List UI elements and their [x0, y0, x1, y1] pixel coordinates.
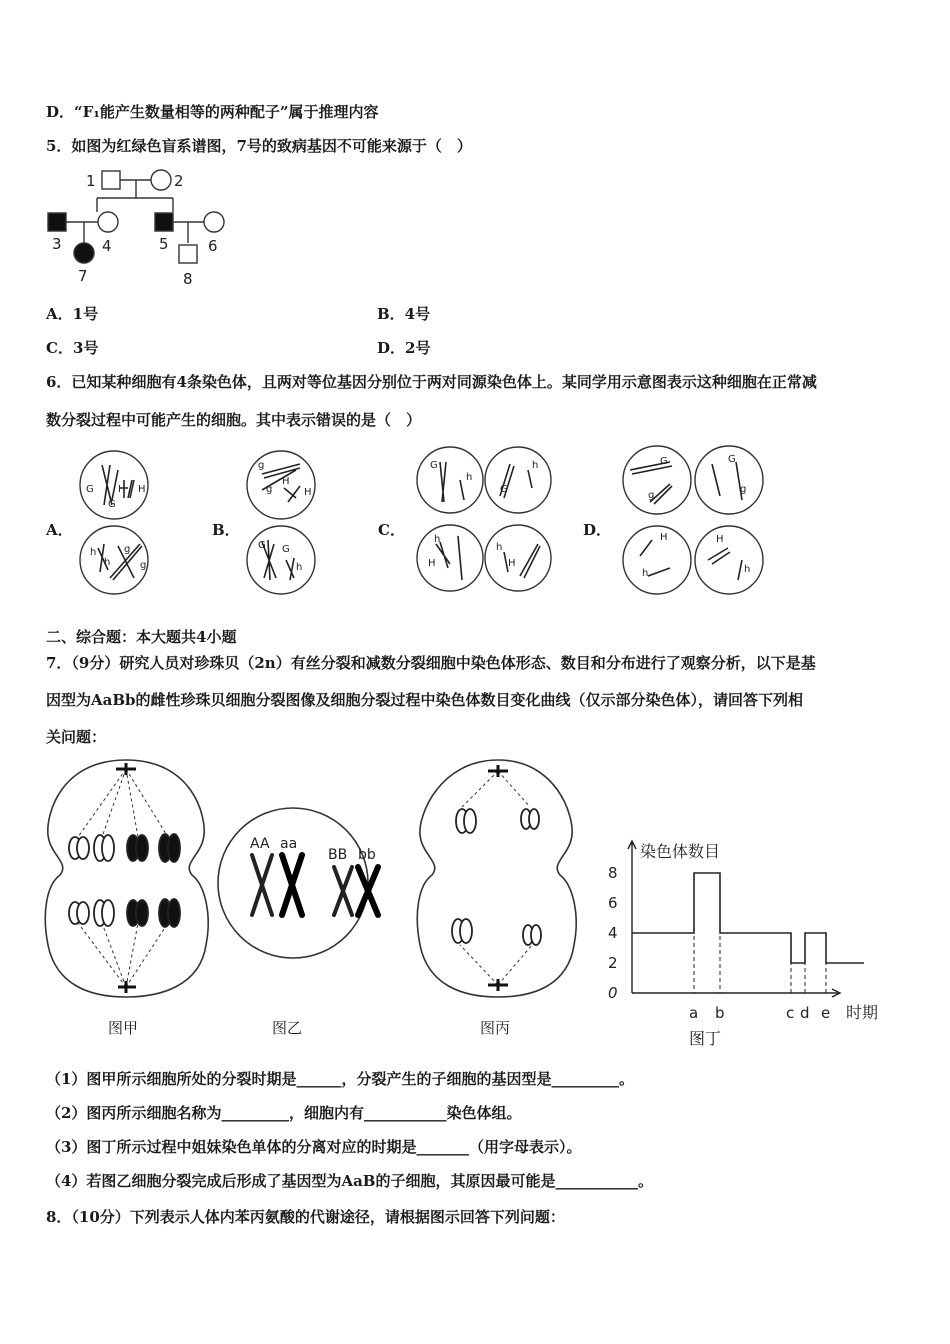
- q6-c2-gene-G: G: [500, 484, 508, 495]
- q6-d-cell-4: [695, 526, 763, 594]
- q6-option-a-label: A．: [46, 521, 73, 539]
- q6-d1-gene-g: g: [648, 490, 655, 501]
- q5-option-a: A．1号: [46, 305, 99, 323]
- fig-ding-chart: [600, 835, 900, 1055]
- q6-stem-line2: 数分裂过程中可能产生的细胞。其中表示错误的是（ ）: [46, 411, 422, 429]
- q6-option-c-label: C．: [378, 521, 405, 539]
- pedigree-male-3: [48, 213, 66, 231]
- q6-option-b-label: B．: [212, 521, 240, 539]
- q6-d3-gene-H: H: [660, 532, 668, 543]
- q6-c3-gene-h: h: [434, 534, 441, 545]
- pedigree-label-4: 4: [102, 237, 112, 255]
- q6-b1-gene-H2: H: [304, 487, 312, 498]
- chart-ytick-8: 8: [608, 864, 618, 882]
- q6-b1-gene-H: H: [282, 476, 290, 487]
- fig-bing-cell: [417, 760, 576, 997]
- pedigree-label-7: 7: [78, 267, 88, 285]
- q6-c-cell-1: [417, 447, 483, 513]
- pedigree-label-1: 1: [86, 172, 96, 190]
- q7-sub2: （2）图丙所示细胞名称为_________，细胞内有___________染色体组。: [46, 1104, 522, 1122]
- pedigree-label-6: 6: [208, 237, 218, 255]
- chart-ytick-6: 6: [608, 894, 618, 912]
- q6-d1-gene-G: G: [660, 456, 668, 467]
- q6-stem-line1: 6．已知某种细胞有4条染色体，且两对等位基因分别位于两对同源染色体上。某同学用示意图表示这种细胞在正常减: [46, 373, 817, 391]
- q6-d3-gene-h: h: [642, 568, 649, 579]
- fig-yi-label-bb: bb: [358, 847, 376, 863]
- chart-xtick-d: d: [800, 1004, 810, 1022]
- q6-b1-gene-g2: g: [266, 484, 273, 495]
- q6-d2-gene-G: G: [728, 454, 736, 465]
- q6-c1-gene-h: h: [466, 472, 473, 483]
- pedigree-label-3: 3: [52, 235, 62, 253]
- q6-b-cell-2: [247, 526, 315, 594]
- q6-c-cell-3: [417, 525, 483, 591]
- fig-yi-label-aa: aa: [280, 836, 298, 852]
- pedigree-label-8: 8: [183, 270, 193, 288]
- pedigree-male-1: [102, 171, 120, 189]
- q6-c-cell-2: [485, 447, 551, 513]
- pedigree-female-7: [74, 243, 94, 263]
- q6-a1-gene-G: G: [86, 484, 94, 495]
- q7-stem-line3: 关问题：: [46, 728, 107, 746]
- q6-d4-gene-H: H: [716, 534, 724, 545]
- q6-d4-gene-h: h: [744, 564, 751, 575]
- q8-stem: 8．（10分）下列表示人体内苯丙氨酸的代谢途径，请根据图示回答下列问题：: [46, 1208, 565, 1226]
- q6-c2-gene-h: h: [532, 460, 539, 471]
- q6-b2-gene-G2: G: [282, 544, 290, 555]
- q7-sub1: （1）图甲所示细胞所处的分裂时期是______，分裂产生的子细胞的基因型是_________。: [46, 1070, 634, 1088]
- pedigree-chart: [40, 165, 240, 290]
- q5-option-b: B．4号: [377, 305, 431, 323]
- q6-a2-gene-h2: h: [104, 557, 111, 568]
- q7-stem-line1: 7．（9分）研究人员对珍珠贝（2n）有丝分裂和减数分裂细胞中染色体形态、数目和分布进行了观察分析，以下是基: [46, 654, 816, 672]
- chart-xtick-b: b: [715, 1004, 725, 1022]
- q6-a1-gene-G2: G: [108, 499, 116, 510]
- q6-c1-gene-G: G: [430, 460, 438, 471]
- q6-c-cell-4: [485, 525, 551, 591]
- chart-ylabel: 染色体数目: [640, 842, 721, 861]
- chart-xtick-e: e: [821, 1004, 831, 1022]
- q6-a1-gene-H: H: [118, 484, 126, 495]
- section2-heading: 二、综合题：本大题共4小题: [46, 628, 237, 646]
- fig-yi-label-AA: AA: [250, 836, 270, 852]
- q7-sub4: （4）若图乙细胞分裂完成后形成了基因型为AaB的子细胞，其原因最可能是___________。: [46, 1172, 653, 1190]
- q6-a-cell-2: [80, 526, 148, 594]
- pedigree-label-2: 2: [174, 172, 184, 190]
- q6-a2-gene-h: h: [90, 547, 97, 558]
- fig-yi-label-BB: BB: [328, 847, 348, 863]
- q6-a2-gene-g: g: [124, 544, 131, 555]
- fig-ding-caption: 图丁: [689, 1029, 722, 1048]
- q6-a1-gene-H2: H: [138, 484, 146, 495]
- q6-b2-gene-G: G: [258, 540, 266, 551]
- fig-yi-caption: 图乙: [272, 1019, 303, 1037]
- q5-option-c: C．3号: [46, 339, 99, 357]
- q4-option-d: D．“F₁能产生数量相等的两种配子”属于推理内容: [46, 103, 379, 121]
- q6-a2-gene-g2: g: [140, 560, 147, 571]
- q6-c4-gene-h: h: [496, 542, 503, 553]
- q6-d-cell-3: [623, 526, 691, 594]
- fig-jia-cell: [45, 760, 208, 997]
- q6-c4-gene-H: H: [508, 558, 516, 569]
- q6-cell-diagrams: [0, 440, 950, 605]
- pedigree-female-4: [98, 212, 118, 232]
- chart-xtick-a: a: [689, 1004, 699, 1022]
- chart-xtick-c: c: [786, 1004, 795, 1022]
- q7-stem-line2: 因型为AaBb的雌性珍珠贝细胞分裂图像及细胞分裂过程中染色体数目变化曲线（仅示部分染色体），请回答下列相: [46, 691, 804, 709]
- pedigree-label-5: 5: [159, 235, 169, 253]
- q6-option-d-label: D．: [583, 521, 612, 539]
- q7-cell-figures: [40, 755, 600, 1005]
- q6-c3-gene-H: H: [428, 558, 436, 569]
- q6-d2-gene-g: g: [740, 484, 747, 495]
- fig-jia-caption: 图甲: [108, 1019, 139, 1037]
- chart-xlabel: 时期: [846, 1003, 879, 1022]
- chart-ytick-2: 2: [608, 954, 618, 972]
- pedigree-female-6: [204, 212, 224, 232]
- chart-series-line: [632, 873, 864, 963]
- pedigree-female-2: [151, 170, 171, 190]
- q5-option-d: D．2号: [377, 339, 431, 357]
- pedigree-male-5: [155, 213, 173, 231]
- q7-sub3: （3）图丁所示过程中姐妹染色单体的分离对应的时期是_______（用字母表示）。: [46, 1138, 582, 1156]
- fig-bing-caption: 图丙: [480, 1019, 511, 1037]
- chart-ytick-4: 4: [608, 924, 618, 942]
- q6-d-cell-1: [623, 446, 691, 514]
- q6-b1-gene-g: g: [258, 460, 265, 471]
- chart-ytick-0: 0: [608, 984, 618, 1002]
- pedigree-male-8: [179, 245, 197, 263]
- q5-stem: 5．如图为红绿色盲系谱图，7号的致病基因不可能来源于（ ）: [46, 137, 472, 155]
- q6-b2-gene-h: h: [296, 562, 303, 573]
